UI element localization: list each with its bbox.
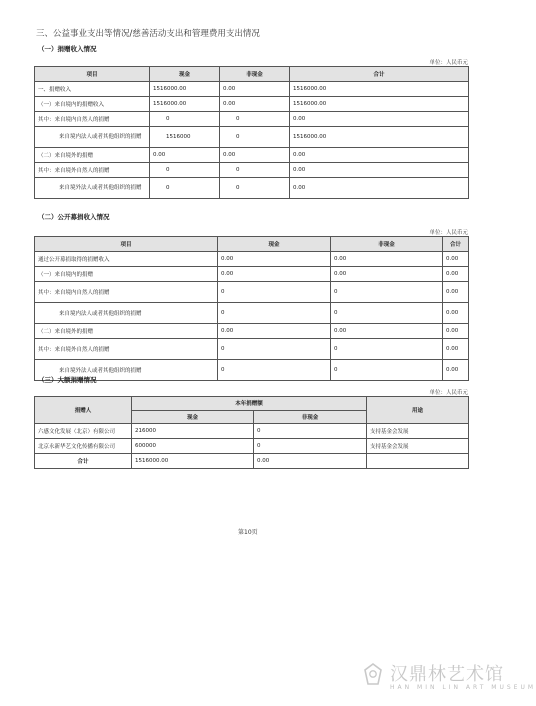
section-title: 三、公益事业支出等情况/慈善活动支出和管理费用支出情况 xyxy=(36,29,260,39)
cash-cell: 0.00 xyxy=(218,252,331,267)
cash-cell: 0 xyxy=(150,178,220,199)
cash-cell: 216000 xyxy=(132,424,254,439)
donor-name: 六感文化发展（北京）有限公司 xyxy=(35,424,132,439)
table-row xyxy=(35,303,469,324)
total-cell: 0.00 xyxy=(443,303,469,324)
col-header-cash: 现金 xyxy=(150,67,220,82)
cash-cell: 1516000.00 xyxy=(150,97,220,112)
watermark-text: 汉鼎林艺术馆 xyxy=(390,664,504,685)
row-label: 通过公开募捐取得的捐赠收入 xyxy=(35,252,218,267)
cash-cell: 1516000.00 xyxy=(150,82,220,97)
usage-cell: 支持基金会发展 xyxy=(367,424,469,439)
row-label: 来自境外法人或者其他组织的捐赠 xyxy=(35,360,218,381)
table-row xyxy=(35,360,469,381)
table-row xyxy=(35,112,469,127)
noncash-cell: 0 xyxy=(331,303,443,324)
total-cell: 0.00 xyxy=(290,148,469,163)
table-row xyxy=(35,324,469,339)
row-label: 来自境内法人或者其他组织的捐赠 xyxy=(35,127,150,148)
noncash-cell: 0 xyxy=(331,339,443,360)
noncash-cell: 0 xyxy=(254,439,367,454)
large-donation-table xyxy=(34,396,469,469)
noncash-cell: 0.00 xyxy=(331,267,443,282)
donation-unit: 单位：人民币元 xyxy=(429,60,468,66)
total-cell: 1516000.00 xyxy=(290,82,469,97)
col-header-amount: 本年捐赠额 xyxy=(132,397,367,411)
noncash-cell: 0.00 xyxy=(220,82,290,97)
table-header-row xyxy=(35,67,469,82)
total-cell: 1516000.00 xyxy=(290,127,469,148)
donation-section-title: （一）捐赠收入情况 xyxy=(38,45,97,53)
col-header-noncash: 非现金 xyxy=(331,237,443,252)
museum-logo-icon xyxy=(362,662,384,686)
table-header-row xyxy=(35,397,469,411)
cash-cell: 0 xyxy=(218,339,331,360)
public-section-title: （二）公开募捐收入情况 xyxy=(38,213,110,221)
total-cash-cell: 1516000.00 xyxy=(132,454,254,469)
noncash-cell: 0 xyxy=(331,282,443,303)
row-label: 一、捐赠收入 xyxy=(35,82,150,97)
col-header-cash: 现金 xyxy=(132,410,254,424)
row-label: 其中：来自境外自然人的捐赠 xyxy=(35,339,218,360)
public-unit: 单位：人民币元 xyxy=(429,230,468,236)
cash-cell: 0 xyxy=(150,163,220,178)
noncash-cell: 0.00 xyxy=(331,252,443,267)
total-cell: 1516000.00 xyxy=(290,97,469,112)
watermark-subtext: HAN MIN LIN ART MUSEUM xyxy=(390,684,536,691)
total-cell: 0.00 xyxy=(443,360,469,381)
col-header-item: 项目 xyxy=(35,67,150,82)
cash-cell: 0 xyxy=(218,360,331,381)
table-row xyxy=(35,97,469,112)
total-label: 合计 xyxy=(35,454,132,469)
noncash-cell: 0 xyxy=(331,360,443,381)
noncash-cell: 0 xyxy=(220,178,290,199)
noncash-cell: 0 xyxy=(220,112,290,127)
table-row xyxy=(35,439,469,454)
total-cell: 0.00 xyxy=(290,163,469,178)
col-header-donor: 捐赠人 xyxy=(35,397,132,424)
row-label: 来自境内法人或者其他组织的捐赠 xyxy=(35,303,218,324)
row-label: 其中：来自境内自然人的捐赠 xyxy=(35,112,150,127)
table-header-row xyxy=(35,237,469,252)
noncash-cell: 0.00 xyxy=(220,148,290,163)
table-total-row xyxy=(35,454,469,469)
noncash-cell: 0 xyxy=(220,127,290,148)
row-label: （二）来自境外的捐赠 xyxy=(35,324,218,339)
total-cell: 0.00 xyxy=(443,282,469,303)
total-noncash-cell: 0.00 xyxy=(254,454,367,469)
col-header-cash: 现金 xyxy=(218,237,331,252)
table-row xyxy=(35,178,469,199)
large-unit: 单位：人民币元 xyxy=(429,390,468,396)
table-row xyxy=(35,163,469,178)
col-header-total: 合计 xyxy=(290,67,469,82)
table-row xyxy=(35,282,469,303)
total-cell: 0.00 xyxy=(443,339,469,360)
col-header-noncash: 非现金 xyxy=(220,67,290,82)
total-cell: 0.00 xyxy=(443,267,469,282)
cash-cell: 0 xyxy=(218,282,331,303)
table-row xyxy=(35,267,469,282)
noncash-cell: 0.00 xyxy=(220,97,290,112)
cash-cell: 0.00 xyxy=(218,324,331,339)
row-label: 来自境外法人或者其他组织的捐赠 xyxy=(35,178,150,199)
table-row xyxy=(35,339,469,360)
total-cell: 0.00 xyxy=(290,178,469,199)
large-section-title: （三）大额捐赠情况 xyxy=(38,376,97,384)
total-cell: 0.00 xyxy=(290,112,469,127)
usage-cell: 支持基金会发展 xyxy=(367,439,469,454)
cash-cell: 1516000 xyxy=(150,127,220,148)
table-row xyxy=(35,127,469,148)
col-header-noncash: 非现金 xyxy=(254,410,367,424)
cash-cell: 0 xyxy=(150,112,220,127)
noncash-cell: 0 xyxy=(220,163,290,178)
cash-cell: 0.00 xyxy=(150,148,220,163)
table-row xyxy=(35,424,469,439)
donation-table xyxy=(34,66,469,199)
table-row xyxy=(35,148,469,163)
row-label: （一）来自境内的捐赠收入 xyxy=(35,97,150,112)
total-cell: 0.00 xyxy=(443,252,469,267)
row-label: 其中：来自境外自然人的捐赠 xyxy=(35,163,150,178)
col-header-item: 项目 xyxy=(35,237,218,252)
noncash-cell: 0.00 xyxy=(331,324,443,339)
total-cell: 0.00 xyxy=(443,324,469,339)
col-header-usage: 用途 xyxy=(367,397,469,424)
page-number: 第10页 xyxy=(238,529,258,536)
table-row xyxy=(35,82,469,97)
cash-cell: 600000 xyxy=(132,439,254,454)
cash-cell: 0.00 xyxy=(218,267,331,282)
row-label: 其中：来自境内自然人的捐赠 xyxy=(35,282,218,303)
total-usage-cell xyxy=(367,454,469,469)
donor-name: 北京永新华艺文化传播有限公司 xyxy=(35,439,132,454)
col-header-total: 合计 xyxy=(443,237,469,252)
table-row xyxy=(35,252,469,267)
row-label: （一）来自境内的捐赠 xyxy=(35,267,218,282)
public-table xyxy=(34,236,469,381)
noncash-cell: 0 xyxy=(254,424,367,439)
cash-cell: 0 xyxy=(218,303,331,324)
row-label: （二）来自境外的捐赠 xyxy=(35,148,150,163)
